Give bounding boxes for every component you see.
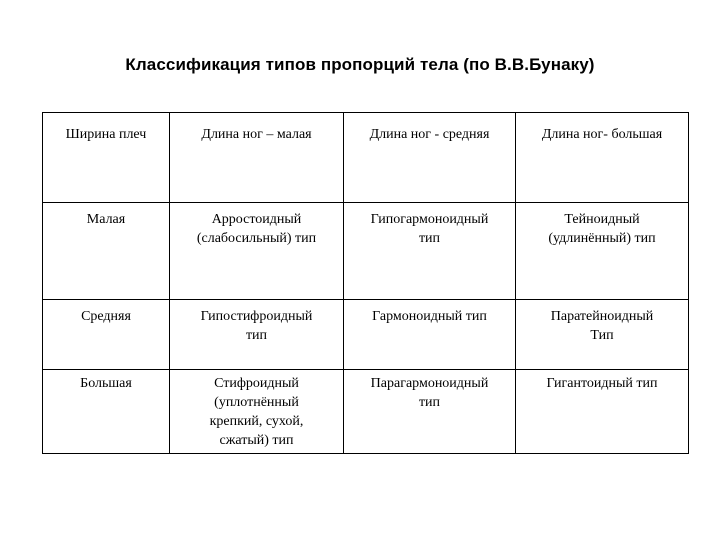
row-label: Средняя <box>43 300 170 370</box>
proportions-table <box>42 112 689 454</box>
table-header-row <box>43 113 689 203</box>
row-label: Большая <box>43 370 170 454</box>
cell-line: (уплотнённый <box>214 395 299 410</box>
table-cell <box>516 203 689 300</box>
cell-line: Тейноидный <box>564 212 640 227</box>
cell-line: (удлинённый) тип <box>548 231 656 246</box>
header-cell-legs-long: Длина ног- большая <box>516 113 689 203</box>
table-row <box>43 300 689 370</box>
table-row <box>43 370 689 454</box>
cell-line: Гипогармоноидный <box>370 212 489 227</box>
table-cell <box>344 370 516 454</box>
header-cell-shoulder-width: Ширина плеч <box>43 113 170 203</box>
cell-line: тип <box>418 231 441 246</box>
cell-line: Парагармоноидный <box>370 376 489 391</box>
cell-line: Гармоноидный тип <box>372 309 487 324</box>
cell-line: (слабосильный) тип <box>196 231 317 246</box>
cell-line: Гипостифроидный <box>200 309 313 324</box>
row-label: Малая <box>43 203 170 300</box>
header-cell-legs-short: Длина ног – малая <box>170 113 344 203</box>
header-cell-legs-medium: Длина ног - средняя <box>344 113 516 203</box>
cell-line: крепкий, сухой, <box>209 414 304 429</box>
cell-line: Арростоидный <box>211 212 302 227</box>
page-title: Классификация типов пропорций тела (по В.В.Бунаку) <box>125 55 595 74</box>
table-cell <box>344 300 516 370</box>
cell-line: Стифроидный <box>214 376 299 391</box>
table-cell <box>516 300 689 370</box>
table-cell <box>170 300 344 370</box>
cell-line: тип <box>245 328 268 343</box>
table-cell <box>516 370 689 454</box>
table-cell <box>344 203 516 300</box>
cell-line: сжатый) тип <box>219 433 294 448</box>
table-cell <box>170 370 344 454</box>
cell-line: Гигантоидный тип <box>546 376 658 391</box>
cell-line: Тип <box>590 328 614 343</box>
table-cell <box>170 203 344 300</box>
table-row <box>43 203 689 300</box>
cell-line: тип <box>418 395 441 410</box>
cell-line: Паратейноидный <box>550 309 654 324</box>
